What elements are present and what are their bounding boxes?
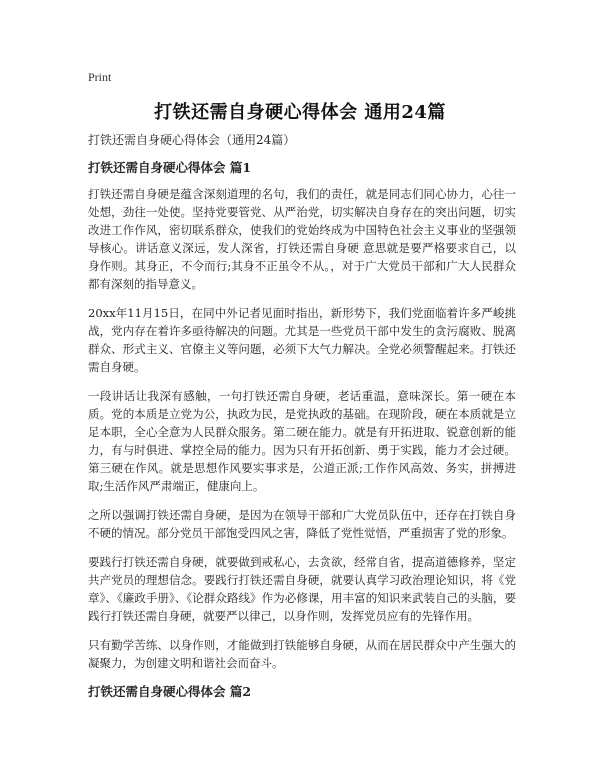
- print-label[interactable]: Print: [88, 70, 112, 84]
- paragraph: 只有勤学苦练、以身作则，才能做到打铁能够自身硬，从而在居民群众中产生强大的凝聚力，为创建文明和谐社会而奋斗。: [88, 638, 516, 670]
- document-subtitle: 打铁还需自身硬心得体会（通用24篇）: [88, 133, 296, 147]
- paragraph: 要践行打铁还需自身硬，就要做到戒私心，去贪欲，经常自省，提高道德修养，坚定共产党员的理想信念。要践行打铁还需自身硬，就要认真学习政治理论知识，将《党章》、《廉政手册》、《论群众路线》作为必修课，用丰富的知识来武装自己的头脑，要践行打铁还需自身硬，就要严以律己，以身作则，发挥党员应有的先锋作用。: [88, 555, 516, 623]
- paragraph: 打铁还需自身硬是蕴含深刻道理的名句，我们的责任，就是同志们同心协力，心往一处想，劲往一处使。坚持党要管党、从严治党，切实解决自身存在的突出问题，切实改进工作作风，密切联系群众，使我们的党始终成为中国特色社会主义事业的坚强领导核心。讲话意义深远，发人深省，打铁还需自身硬 意思就是要严格要求自己，以身作则。其身正，不令而行;其身不正虽令不从。，对于广大党员干部和广大人民群众都有深刻的指导意义。: [88, 187, 516, 291]
- document-body: [88, 131, 516, 709]
- section-heading-1: 打铁还需自身硬心得体会 篇1: [88, 160, 252, 175]
- paragraph: 一段讲话让我深有感触，一句打铁还需自身硬，老话重温，意味深长。第一硬在本质。党的本质是立党为公，执政为民，是党执政的基础。在现阶段，硬在本质就是立足本职，全心全意为人民群众服务。第二硬在能力。就是有开拓进取、锐意创新的能力，有与时俱进、掌控全局的能力。因为只有开拓创新、勇于实践，能力才会过硬。第三硬在作风。就是思想作风要实事求是，公道正派;工作作风高效、务实，拼搏进取;生活作风严肃端正，健康向上。: [88, 389, 516, 493]
- paragraph: 之所以强调打铁还需自身硬，是因为在领导干部和广大党员队伍中，还存在打铁自身不硬的情况。部分党员干部饱受四风之害，降低了党性觉悟，严重损害了党的形象。: [88, 508, 516, 540]
- section-heading-2: 打铁还需自身硬心得体会 篇2: [88, 684, 252, 699]
- page-title: 打铁还需自身硬心得体会 通用24篇: [154, 102, 446, 123]
- paragraph: 20xx年11月15日，在同中外记者见面时指出，新形势下，我们党面临着许多严峻挑战，党内存在着许多亟待解决的问题。尤其是一些党员干部中发生的贪污腐败、脱离群众、形式主义、官僚主义等问题，必须下大气力解决。全党必须警醒起来。打铁还需自身硬。: [88, 306, 516, 374]
